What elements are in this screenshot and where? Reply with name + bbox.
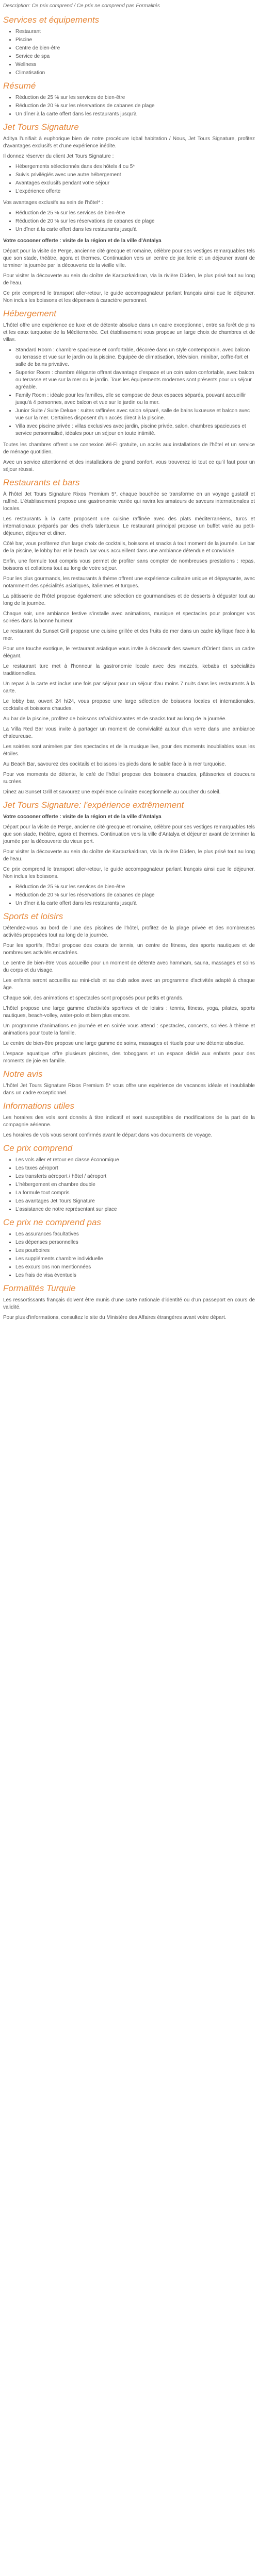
list-item: • Un dîner à la carte offert dans les restaurants jusqu'à (15, 900, 255, 907)
paragraph: Il donnez réserver du client Jet Tours Signature : (3, 154, 114, 159)
bold-text: Votre cocooner offerte : visite de la région et de la ville d'Antalya (3, 814, 162, 820)
paragraph: Chaque soir, des animations et spectacles sont proposés pour petits et grands. (3, 995, 184, 1001)
list-item: • Suivis privilégiés avec une autre hébergement (15, 172, 255, 179)
rooms-list (3, 347, 255, 437)
paragraph: Pour les sportifs, l'hôtel propose des courts de tennis, un centre de fitness, des sports nautiques et de nombreuses activités encadrées. (3, 943, 255, 956)
list-item: • Les dépenses personnelles (15, 1239, 255, 1246)
hebergement-section (3, 309, 255, 473)
sports-section (3, 911, 255, 1065)
paragraph: L'espace aquatique offre plusieurs piscines, des toboggans et un espace dédié aux enfants pour des moments de joie en famille. (3, 1051, 255, 1064)
notes-section (3, 1069, 255, 1097)
list-item: • L'expérience offerte (15, 188, 255, 195)
list-item: • Réduction de 25 % sur les services de bien-être (15, 94, 255, 101)
paragraph: Toutes les chambres offrent une connexion Wi-Fi gratuite, un accès aux installations de l'hôtel et un service de ménage quotidien. (3, 442, 255, 455)
paragraph: Au bar de la piscine, profitez de boissons rafraîchissantes et de snacks tout au long de la journée. (3, 716, 227, 722)
paragraph-bold (3, 814, 255, 821)
list-item: • Climatisation (15, 70, 255, 77)
list-item: • La formule tout compris (15, 1190, 255, 1197)
paragraph: Les enfants seront accueillis au mini-club et au club ados avec un programme d'activités adapté à chaque âge. (3, 978, 255, 991)
list-item: • L'hébergement en chambre double (15, 1181, 255, 1189)
paragraph: Pour plus d'informations, consultez le site du Ministère des Affaires étrangères avant votre départ. (3, 1315, 227, 1320)
comprend-list (3, 1157, 255, 1213)
list-item: • Family Room : idéale pour les familles, elle se compose de deux espaces séparés, pouvant accueillir jusqu'à 4 personnes, avec balcon et vue sur le jardin ou la mer. (15, 392, 255, 406)
paragraph: Chaque soir, une ambiance festive s'installe avec animations, musique et spectacles pour prolonger vos soirées dans la bonne humeur. (3, 611, 255, 624)
list-item: • Superior Room : chambre élégante offrant davantage d'espace et un coin salon confortable, avec balcon ou terrasse et vue sur la mer ou le jardin. Tous les équipements modernes sont présents pour un séjour agréable. (15, 369, 255, 391)
comprend-section (3, 1143, 255, 1213)
comprend-title: Ce prix comprend (3, 1143, 73, 1153)
paragraph: La pâtisserie de l'hôtel propose également une sélection de gourmandises et de desserts à déguster tout au long de la journée. (3, 594, 255, 606)
ne-comprend-section (3, 1217, 255, 1279)
tours2-list (3, 884, 255, 907)
list-item: • Les frais de visa éventuels (15, 1272, 255, 1279)
notes-title: Notre avis (3, 1069, 43, 1079)
tours-list (3, 163, 255, 195)
paragraph: Le restaurant turc met à l'honneur la gastronomie locale avec des mezzés, kebabs et spécialités traditionnelles. (3, 664, 255, 676)
paragraph: Ce prix comprend le transport aller-retour, le guide accompagnateur parlant français ainsi que le déjeuner. Non inclus les boissons. (3, 867, 255, 879)
restaurants-section (3, 478, 255, 796)
list-item: • Avantages exclusifs pendant votre séjour (15, 180, 255, 187)
list-item: • Centre de bien-être (15, 45, 255, 52)
list-item: • Les avantages Jet Tours Signature (15, 1198, 255, 1205)
paragraph: Pour vos moments de détente, le café de l'hôtel propose des boissons chaudes, pâtisseries et douceurs sucrées. (3, 772, 255, 785)
intro-text: Description: Ce prix comprend / Ce prix ne comprend pas Formalités (3, 3, 160, 9)
list-item: • Réduction de 20 % sur les réservations de cabanes de plage (15, 218, 255, 225)
list-item: • Wellness (15, 61, 255, 69)
infos-section (3, 1101, 255, 1139)
paragraph: Un programme d'animations en journée et en soirée vous attend : spectacles, concerts, soirées à thème et animations pour toute la famille. (3, 1023, 255, 1036)
resume-list (3, 94, 255, 118)
paragraph: La Villa Red Bar vous invite à partager un moment de convivialité autour d'un verre dans une ambiance chaleureuse. (3, 726, 255, 739)
list-item: • Les suppléments chambre individuelle (15, 1256, 255, 1263)
tours-advantages-list (3, 210, 255, 233)
sports-title: Sports et loisirs (3, 911, 63, 921)
list-item: • Junior Suite / Suite Deluxe : suites raffinées avec salon séparé, salle de bains luxueuse et balcon avec vue sur la mer. Certaines disposent d'un accès direct à la piscine. (15, 408, 255, 422)
paragraph: Avec un service attentionné et des installations de grand confort, vous trouverez ici tout ce qu'il faut pour un séjour réussi. (3, 460, 255, 472)
list-item: • Piscine (15, 37, 255, 44)
paragraph: Le centre de bien-être vous accueille pour un moment de détente avec hammam, sauna, massages et soins du corps et du visage. (3, 960, 255, 973)
list-item: • Les taxes aéroport (15, 1165, 255, 1172)
list-item: • Réduction de 20 % sur les réservations de cabanes de plage (15, 103, 255, 110)
paragraph: Un repas à la carte est inclus une fois par séjour pour un séjour d'au moins 7 nuits dans les restaurants à la carte. (3, 681, 255, 694)
list-item: • L'assistance de notre représentant sur place (15, 1206, 255, 1213)
list-item: • Réduction de 25 % sur les services de bien-être (15, 884, 255, 891)
list-item: • Les excursions non mentionnées (15, 1264, 255, 1271)
paragraph: Le lobby bar, ouvert 24 h/24, vous propose une large sélection de boissons locales et internationales, cocktails et boissons chaudes. (3, 699, 255, 711)
paragraph: Le centre de bien-être propose une large gamme de soins, massages et rituels pour une détente absolue. (3, 1041, 245, 1046)
list-item: • Réduction de 20 % sur les réservations de cabanes de plage (15, 892, 255, 899)
infos-title: Informations utiles (3, 1101, 74, 1111)
paragraph: Pour une touche exotique, le restaurant asiatique vous invite à découvrir des saveurs d'Orient dans un cadre élégant. (3, 646, 255, 659)
paragraph: L'hôtel Jet Tours Signature Rixos Premium 5* vous offre une expérience de vacances idéale et inoubliable dans un cadre exceptionnel. (3, 1083, 255, 1096)
list-item: • Les transferts aéroport / hôtel / aéroport (15, 1173, 255, 1180)
list-item: • Les pourboires (15, 1247, 255, 1255)
list-item: • Service de spa (15, 53, 255, 60)
paragraph: Pour visiter la découverte au sein du cloître de Karpuzkaldıran, via la rivière Düden, le plus prisé tout au long de l'eau. (3, 849, 255, 862)
paragraph: Vos avantages exclusifs au sein de l'hôtel* : (3, 200, 103, 206)
list-item: • Un dîner à la carte offert dans les restaurants jusqu'à (15, 226, 255, 233)
paragraph: Pour les plus gourmands, les restaurants à thème offrent une expérience culinaire unique et dépaysante, avec notamment des spécialités asiatiques, italiennes et turques. (3, 576, 255, 589)
paragraph: Aditya l'unifiait à euphorique bien de notre procédure Iqbal habitation / Nous, Jet Tours Signature, profitez d'avantages exclusifs et d'une expérience inédite. (3, 136, 255, 149)
tours-title: Jet Tours Signature (3, 122, 79, 132)
paragraph: Les ressortissants français doivent être munis d'une carte nationale d'identité ou d'un passeport en cours de validité. (3, 1297, 255, 1310)
paragraph: Dînez au Sunset Grill et savourez une expérience culinaire exceptionnelle au coucher du soleil. (3, 789, 221, 795)
list-item: • Restaurant (15, 28, 255, 36)
paragraph: L'hôtel offre une expérience de luxe et de détente absolue dans un cadre exceptionnel, entre sa forêt de pins et les eaux turquoise de la Méditerranée. Cet établissement vous propose un large choix de chambres et de villas. (3, 323, 255, 343)
paragraph: Côté bar, vous profiterez d'un large choix de cocktails, boissons et snacks à tout moment de la journée. Le bar de la piscine, le lobby bar et le beach bar vous accueillent dans une ambiance détendue et conviviale. (3, 541, 255, 554)
list-item: • Un dîner à la carte offert dans les restaurants jusqu'à (15, 111, 255, 118)
tours2-section (3, 800, 255, 907)
paragraph-bold (3, 238, 255, 245)
paragraph: Les restaurants à la carte proposent une cuisine raffinée avec des plats méditerranéens, turcs et internationaux préparés par des chefs talentueux. Le restaurant principal propose un buffet varié au petit-déjeuner, déjeuner et dîner. (3, 516, 255, 536)
services-list (3, 28, 255, 77)
paragraph: Détendez-vous au bord de l'une des piscines de l'hôtel, profitez de la plage privée et des nombreuses activités proposées tout au long de la journée. (3, 925, 255, 938)
tours2-title: Jet Tours Signature: l'expérience extrêmement (3, 800, 184, 810)
content (0, 3, 258, 1321)
resume-title: Résumé (3, 81, 36, 91)
list-item: • Les assurances facultatives (15, 1231, 255, 1238)
paragraph: Pour visiter la découverte au sein du cloître de Karpuzkaldıran, via la rivière Düden, le plus prisé tout au long de l'eau. (3, 273, 255, 286)
ne-comprend-title: Ce prix ne comprend pas (3, 1217, 101, 1227)
bold-text: Votre cocooner offerte : visite de la région et de la ville d'Antalya (3, 238, 162, 244)
paragraph: Les horaires des vols sont donnés à titre indicatif et sont susceptibles de modifications de la part de la compagnie aérienne. (3, 1115, 255, 1128)
list-item: • Hébergements sélectionnés dans des hôtels 4 ou 5* (15, 163, 255, 171)
services-title: Services et équipements (3, 15, 100, 25)
formalites-title: Formalités Turquie (3, 1283, 76, 1293)
formalites-section (3, 1283, 255, 1321)
paragraph: À l'hôtel Jet Tours Signature Rixos Premium 5*, chaque bouchée se transforme en un voyage gustatif et raffiné. L'établissement propose une gastronomie variée qui ravira les amateurs de saveurs internationales et locales. (3, 492, 255, 512)
paragraph: Au Beach Bar, savourez des cocktails et boissons les pieds dans le sable face à la mer turquoise. (3, 761, 226, 767)
paragraph: Départ pour la visite de Perge, ancienne cité grecque et romaine, célèbre pour ses vestiges remarquables tels que son stade, théâtre, agora et thermes. Continuation vers la ville d'Antalya et déjeuner avant de terminer la journée par la découverte du vieux port. (3, 824, 255, 844)
paragraph: Ce prix comprend le transport aller-retour, le guide accompagnateur parlant français ainsi que le déjeuner. Non inclus les boissons et les dépenses à caractère personnel. (3, 291, 255, 303)
tours-section (3, 122, 255, 304)
paragraph: L'hôtel propose une large gamme d'activités sportives et de loisirs : tennis, fitness, yoga, pilates, sports nautiques, beach-volley, water-polo et bien plus encore. (3, 1006, 255, 1019)
paragraph: Le restaurant du Sunset Grill propose une cuisine grillée et des fruits de mer dans un cadre idyllique face à la mer. (3, 629, 255, 641)
paragraph: Les soirées sont animées par des spectacles et de la musique live, pour des moments inoubliables sous les étoiles. (3, 744, 255, 757)
list-item: • Réduction de 25 % sur les services de bien-être (15, 210, 255, 217)
services-section (3, 15, 255, 77)
restaurants-title: Restaurants et bars (3, 478, 80, 487)
resume-section (3, 81, 255, 118)
paragraph: Enfin, une formule tout compris vous permet de profiter sans compter de nombreuses prestations : repas, boissons et collations tout au long de votre séjour. (3, 558, 255, 571)
list-item: • Standard Room : chambre spacieuse et confortable, décorée dans un style contemporain, avec balcon ou terrasse et vue sur le jardin ou la piscine. Équipée de climatisation, télévision, minibar, coffre-fort et salle de bains privative. (15, 347, 255, 368)
list-item: • Villa avec piscine privée : villas exclusives avec jardin, piscine privée, salon, chambres spacieuses et service personnalisé, idéales pour un séjour en toute intimité. (15, 423, 255, 437)
paragraph: Départ pour la visite de Perge, ancienne cité grecque et romaine, célèbre pour ses vestiges remarquables tels que son stade, théâtre, agora et thermes. Continuation vers un centre de joaillerie et un déjeuner avant de terminer la journée par la découverte de la vieille ville. (3, 248, 255, 268)
paragraph: Les horaires de vols vous seront confirmés avant le départ dans vos documents de voyage. (3, 1132, 213, 1138)
hebergement-title: Hébergement (3, 309, 57, 318)
list-item: • Les vols aller et retour en classe économique (15, 1157, 255, 1164)
ne-comprend-list (3, 1231, 255, 1279)
